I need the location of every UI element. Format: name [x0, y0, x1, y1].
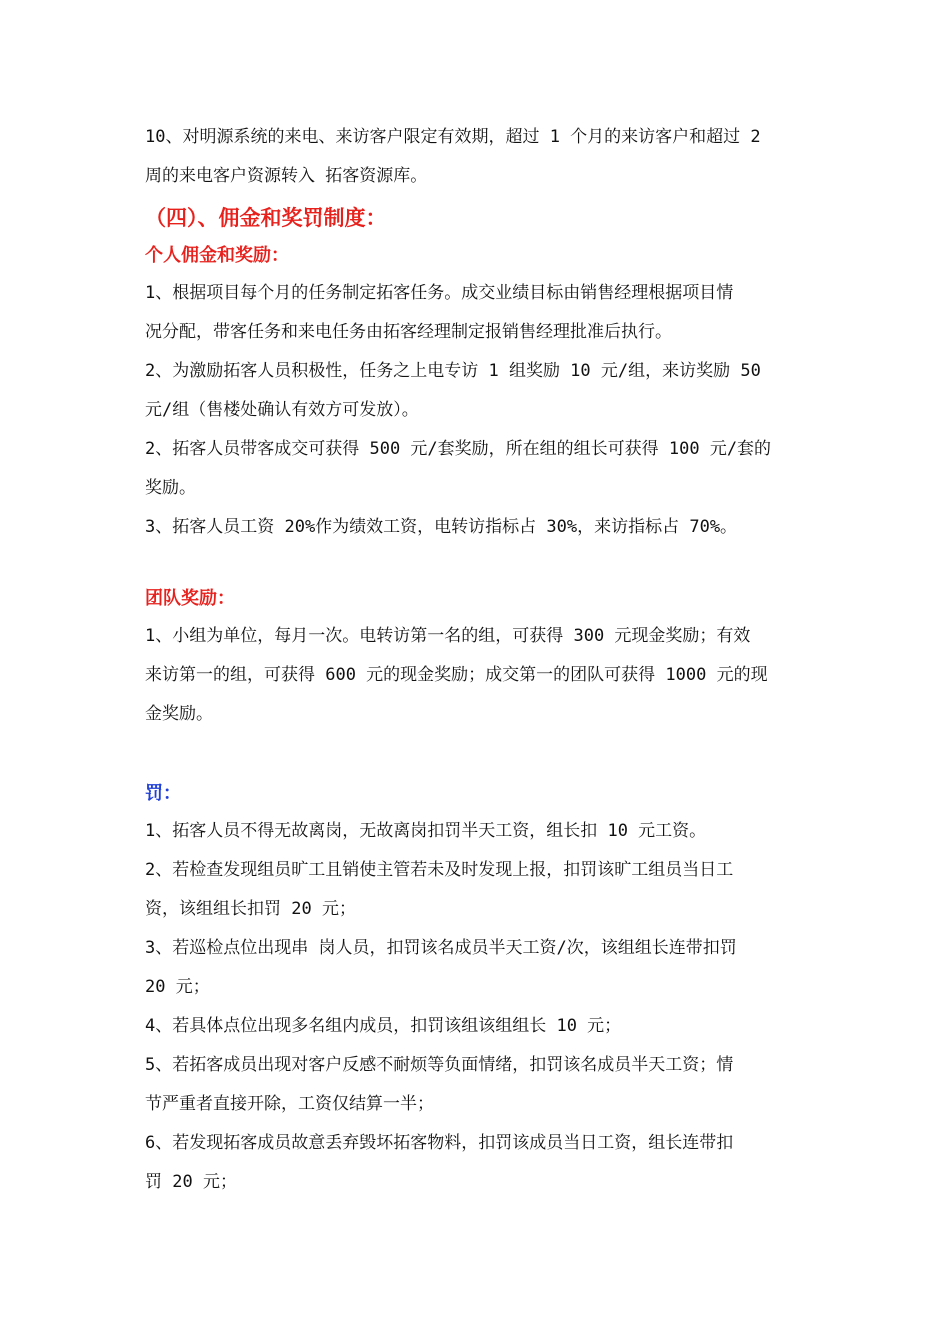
- personal-line: 元/组（售楼处确认有效方可发放）。: [145, 400, 419, 420]
- intro-line-1: 10、对明源系统的来电、来访客户限定有效期，超过 1 个月的来访客户和超过 2: [145, 127, 761, 147]
- penalty-line: 1、拓客人员不得无故离岗，无故离岗扣罚半天工资，组长扣 10 元工资。: [145, 821, 707, 841]
- personal-line: 奖励。: [145, 478, 196, 498]
- personal-line: 3、拓客人员工资 20%作为绩效工资，电转访指标占 30%，来访指标占 70%。: [145, 517, 738, 537]
- intro-line-2: 周的来电客户资源转入 拓客资源库。: [145, 166, 428, 186]
- penalty-line: 资，该组组长扣罚 20 元；: [145, 899, 356, 919]
- penalty-line: 节严重者直接开除，工资仅结算一半；: [145, 1094, 434, 1114]
- penalty-line: 罚 20 元；: [145, 1172, 237, 1192]
- penalty-line: 5、若拓客成员出现对客户反感不耐烦等负面情绪，扣罚该名成员半天工资；情: [145, 1055, 734, 1075]
- team-line: 金奖励。: [145, 704, 213, 724]
- personal-line: 况分配，带客任务和来电任务由拓客经理制定报销售经理批准后执行。: [145, 322, 672, 342]
- spacer: [145, 547, 815, 581]
- section-title: （四）、佣金和奖罚制度：: [145, 206, 387, 230]
- penalty-line: 6、若发现拓客成员故意丢弃毁坏拓客物料，扣罚该成员当日工资，组长连带扣: [145, 1133, 734, 1153]
- penalty-line: 3、若巡检点位出现串 岗人员，扣罚该名成员半天工资/次，该组组长连带扣罚: [145, 938, 737, 958]
- penalty-line: 4、若具体点位出现多名组内成员，扣罚该组该组组长 10 元；: [145, 1016, 622, 1036]
- penalty-line: 2、若检查发现组员旷工且销使主管若未及时发现上报，扣罚该旷工组员当日工: [145, 860, 734, 880]
- team-line: 1、小组为单位，每月一次。电转访第一名的组，可获得 300 元现金奖励；有效: [145, 626, 751, 646]
- personal-line: 2、为激励拓客人员积极性，任务之上电专访 1 组奖励 10 元/组，来访奖励 50: [145, 361, 761, 381]
- spacer: [145, 734, 815, 776]
- personal-line: 1、根据项目每个月的任务制定拓客任务。成交业绩目标由销售经理根据项目情: [145, 283, 734, 303]
- personal-heading: 个人佣金和奖励：: [145, 245, 289, 266]
- document-body: [145, 118, 815, 1202]
- penalty-line: 20 元；: [145, 977, 210, 997]
- personal-line: 2、拓客人员带客成交可获得 500 元/套奖励，所在组的组长可获得 100 元/套的: [145, 439, 772, 459]
- team-line: 来访第一的组，可获得 600 元的现金奖励；成交第一的团队可获得 1000 元的现: [145, 665, 768, 685]
- penalty-heading: 罚：: [145, 783, 181, 804]
- team-heading: 团队奖励：: [145, 588, 235, 609]
